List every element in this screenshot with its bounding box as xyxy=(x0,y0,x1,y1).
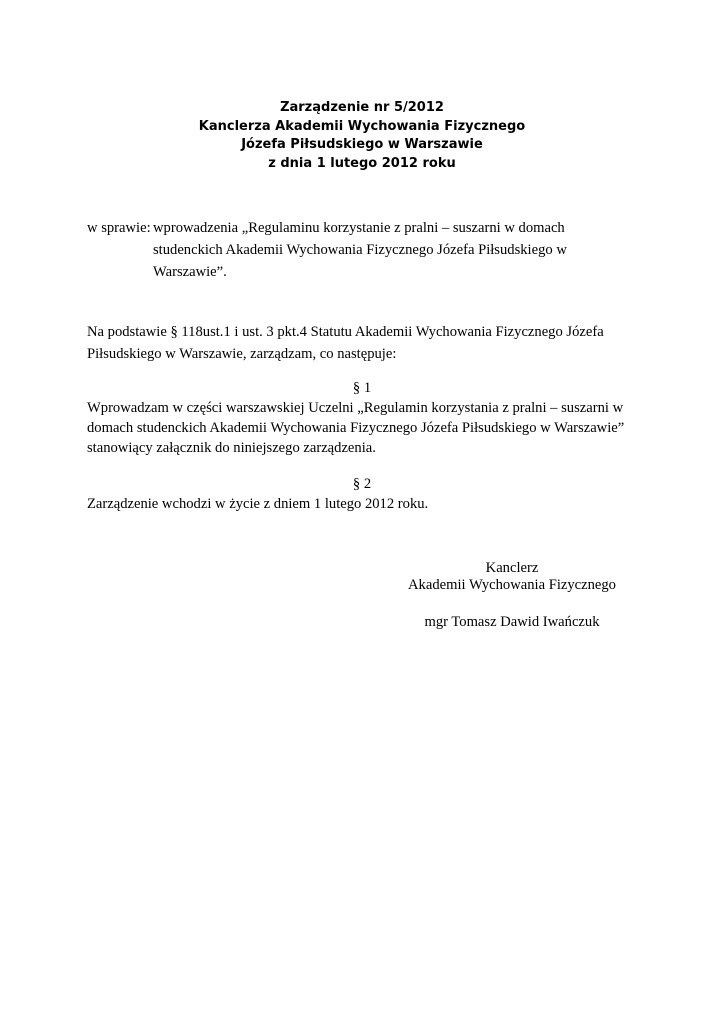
signature-name: mgr Tomasz Dawid Iwańczuk xyxy=(424,614,600,630)
basis-line-1: Na podstawie § 118ust.1 i ust. 3 pkt.4 Statutu Akademii Wychowania Fizycznego Józefa xyxy=(87,324,604,340)
signature-institution: Akademii Wychowania Fizycznego xyxy=(408,577,616,593)
title-line-3: Józefa Piłsudskiego w Warszawie xyxy=(241,137,483,152)
document-title xyxy=(0,99,724,173)
section-1-line-2: domach studenckich Akademii Wychowania Fizycznego Józefa Piłsudskiego w Warszawie” xyxy=(87,420,625,436)
signature-role: Kanclerz xyxy=(485,560,539,576)
title-line-2: Kanclerza Akademii Wychowania Fizycznego xyxy=(198,118,526,134)
title-line-4: z dnia 1 lutego 2012 roku xyxy=(268,155,456,171)
section-1-heading: § 1 xyxy=(352,380,372,396)
subject-line-2: studenckich Akademii Wychowania Fizycznego Józefa Piłsudskiego w xyxy=(153,242,567,258)
subject-line-1: wprowadzenia „Regulaminu korzystanie z pralni – suszarni w domach xyxy=(153,220,565,236)
section-1-line-3: stanowiący załącznik do niniejszego zarządzenia. xyxy=(87,440,376,456)
basis-line-2: Piłsudskiego w Warszawie, zarządzam, co następuje: xyxy=(87,346,397,362)
section-2-heading: § 2 xyxy=(352,476,372,492)
subject-label: w sprawie: xyxy=(87,220,151,236)
subject-line-3: Warszawie”. xyxy=(153,264,227,280)
title-line-1: Zarządzenie nr 5/2012 xyxy=(280,100,444,115)
section-2-line-1: Zarządzenie wchodzi w życie z dniem 1 lutego 2012 roku. xyxy=(87,496,429,512)
section-1-line-1: Wprowadzam w części warszawskiej Uczelni „Regulamin korzystania z pralni – suszarni w xyxy=(87,400,624,416)
